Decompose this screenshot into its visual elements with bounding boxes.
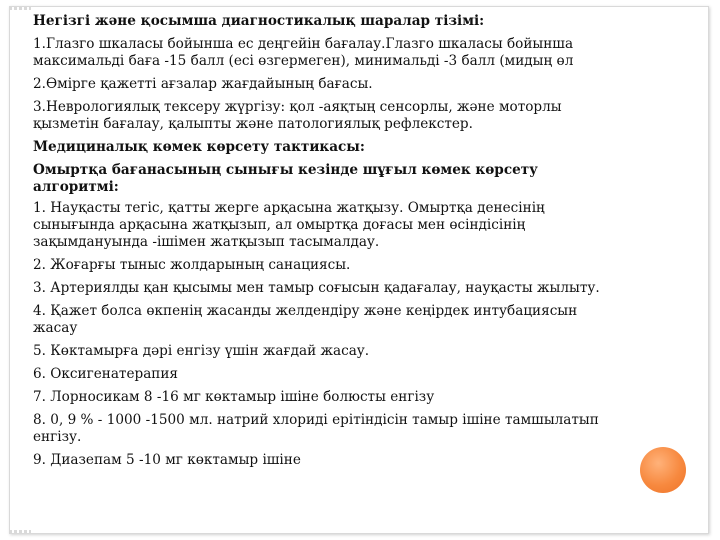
step-7: 7. Лорносикам 8 -16 мг көктамыр ішіне болюсты енгізу — [33, 389, 435, 405]
heading-diagnostics: Негізгі және қосымша диагностикалық шаралар тізімі: — [33, 13, 485, 29]
step-8: 8. 0, 9 % - 1000 -1500 мл. натрий хлориді ерітіндісін тамыр ішіне тамшылатып енгізу. — [33, 412, 599, 445]
step-2: 2. Жоғарғы тыныс жолдарының санациясы. — [33, 257, 351, 273]
top-left-dash-decoration — [9, 7, 31, 10]
orange-circle-decoration — [640, 447, 686, 493]
step-4: 4. Қажет болса өкпенің жасанды желдендіру және кеңірдек интубациясын жасау — [33, 303, 578, 336]
heading-medical-tactics: Медициналық көмек көрсету тактикасы: — [33, 139, 365, 155]
step-6: 6. Оксигенатерапия — [33, 366, 179, 382]
step-9: 9. Диазепам 5 -10 мг көктамыр ішіне — [33, 452, 301, 468]
paragraph-neuro-exam: 3.Неврологиялық тексеру жүргізу: қол -аяқтың сенсорлы, және моторлы қызметін бағалау, қалыпты және патологиялық рефлекстер. — [33, 99, 562, 132]
slide-body — [33, 13, 693, 475]
step-1: 1. Науқасты тегіс, қатты жерге арқасына жатқызу. Омыртқа денесінің сынығында арқасына жатқызып, ал омыртқа доғасы мен өсіндісінің зақымдануында -ішімен жатқызып тасымалдау. — [33, 200, 545, 250]
step-3: 3. Артериялды қан қысымы мен тамыр соғысын қадағалау, науқасты жылыту. — [33, 280, 600, 296]
paragraph-vital-organs: 2.Өмірге қажетті ағзалар жағдайының бағасы. — [33, 76, 373, 92]
bottom-left-dash-decoration — [9, 530, 31, 533]
step-5: 5. Көктамырға дәрі енгізу үшін жағдай жасау. — [33, 343, 370, 359]
paragraph-glasgow-scale: 1.Глазго шкаласы бойынша ес деңгейін бағалау.Глазго шкаласы бойынша максимальді баға -15 балл (есі өзгермеген), минимальді -3 балл (мидың өл — [33, 36, 574, 69]
heading-spine-fracture-algorithm: Омыртқа бағанасының сынығы кезінде шұғыл көмек көрсету алгоритмі: — [33, 162, 538, 195]
